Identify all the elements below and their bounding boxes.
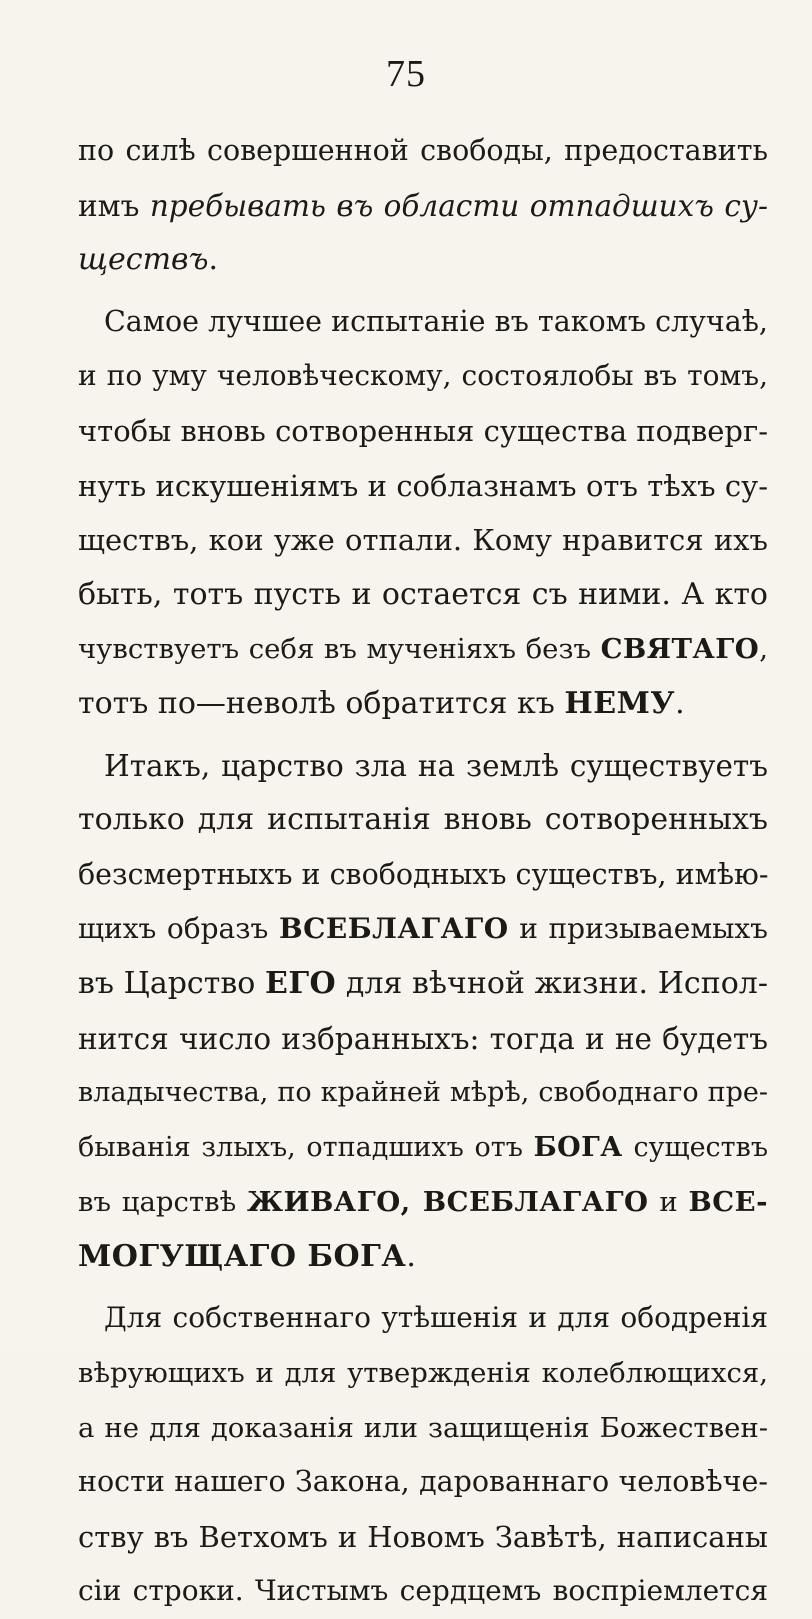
text-segment: и [648,1186,689,1219]
text-line [78,1012,768,1067]
text-segment: чувствуетъ себя въ мученіяхъ безъ [78,633,601,666]
text-segment: а не для доказанія или защищенія Божествен- [78,1411,768,1444]
text-segment: только для испытанія вновь сотворенныхъ [78,802,768,838]
text-segment: по силѣ совершенной свободы, предоставить [78,134,768,167]
italic-phrase: ществъ [78,242,209,278]
text-line [78,349,768,404]
text-line [78,902,768,957]
text-line [78,739,768,794]
text-segment: и призываемыхъ [508,912,768,946]
text-segment: тотъ по—неволѣ обратится къ [78,685,565,721]
text-segment: Итакъ, царство зла на землѣ существуетъ [104,748,768,783]
emphasized-word: БОГА [533,1131,623,1163]
text-segment: . [406,1238,416,1274]
text-segment: ству въ Ветхомъ и Новомъ Завѣтѣ, написаны [78,1519,768,1554]
text-segment: Самое лучшее испытаніе въ такомъ случаѣ, [104,304,768,338]
text-segment: имъ [78,188,150,223]
emphasized-word: МОГУЩАГО БОГА [78,1238,407,1274]
text-line [78,1121,768,1176]
text-segment: щихъ образъ [78,912,279,946]
text-line [78,295,768,350]
text-line [78,1066,768,1121]
text-line [78,233,768,288]
italic-phrase: пребывать въ области отпадшихъ су- [149,188,768,223]
text-line [78,1230,768,1285]
text-segment: владычества, по крайней мѣрѣ, свободнаго пре- [78,1077,768,1109]
text-segment: ности нашего Закона, дарованнаго человѣче- [78,1465,768,1499]
text-segment: быть, тотъ пусть и остается съ ними. А кто [78,576,768,612]
emphasized-word: НЕМУ [564,685,676,721]
text-segment: . [208,242,219,278]
text-line [78,179,768,234]
text-line [78,1510,768,1565]
text-segment: ществъ, кои уже отпали. Кому нравится ихъ [78,523,768,558]
text-segment: нится число избранныхъ: тогда и не будетъ [78,1021,768,1056]
text-segment: въ царствѣ [78,1186,247,1219]
text-segment: и по уму человѣческому, состоялобы въ томъ, [78,359,768,393]
text-line [78,404,768,459]
text-line [78,622,768,677]
text-line [78,459,768,514]
emphasized-word: ЕГО [264,965,337,1001]
text-line [78,1346,768,1401]
text-line [78,957,768,1012]
text-segment: нуть искушеніямъ и соблазнамъ отъ тѣхъ су- [78,468,768,503]
emphasized-word: ВСЕ- [688,1186,768,1219]
text-line [78,1401,768,1456]
text-segment: . [675,685,685,721]
text-segment: быванія злыхъ, отпадшихъ отъ [78,1131,534,1163]
text-segment: въ Царство [78,965,265,1001]
text-line [78,677,768,732]
text-line [78,568,768,623]
text-segment: , [759,633,768,666]
page-number: 75 [386,53,426,95]
body-text [78,124,768,1619]
text-segment: чтобы вновь сотворенныя существа подверг- [78,413,768,448]
text-line [78,124,768,179]
emphasized-word: ВСЕБЛАГАГО [278,912,509,946]
text-line [78,848,768,903]
text-line [78,1564,768,1619]
text-line [78,1291,768,1346]
text-segment: Для собственнаго утѣшенія и для ободренія [104,1301,768,1335]
emphasized-word: СВЯТАГО [600,633,760,666]
text-segment: сіи строки. Чистымъ сердцемъ воспріемлется [78,1574,768,1608]
text-segment: существъ [622,1131,768,1163]
text-line [78,513,768,568]
text-segment: вѣрующихъ и для утвержденія колеблющихся, [78,1357,768,1390]
emphasized-word: ЖИВАГО, ВСЕБЛАГАГО [247,1186,649,1219]
text-line [78,1455,768,1510]
text-segment: для вѣчной жизни. Испол- [336,965,768,1001]
text-line [78,1175,768,1230]
text-line [78,793,768,848]
text-segment: безсмертныхъ и свободныхъ существъ, имѣю- [78,857,768,891]
